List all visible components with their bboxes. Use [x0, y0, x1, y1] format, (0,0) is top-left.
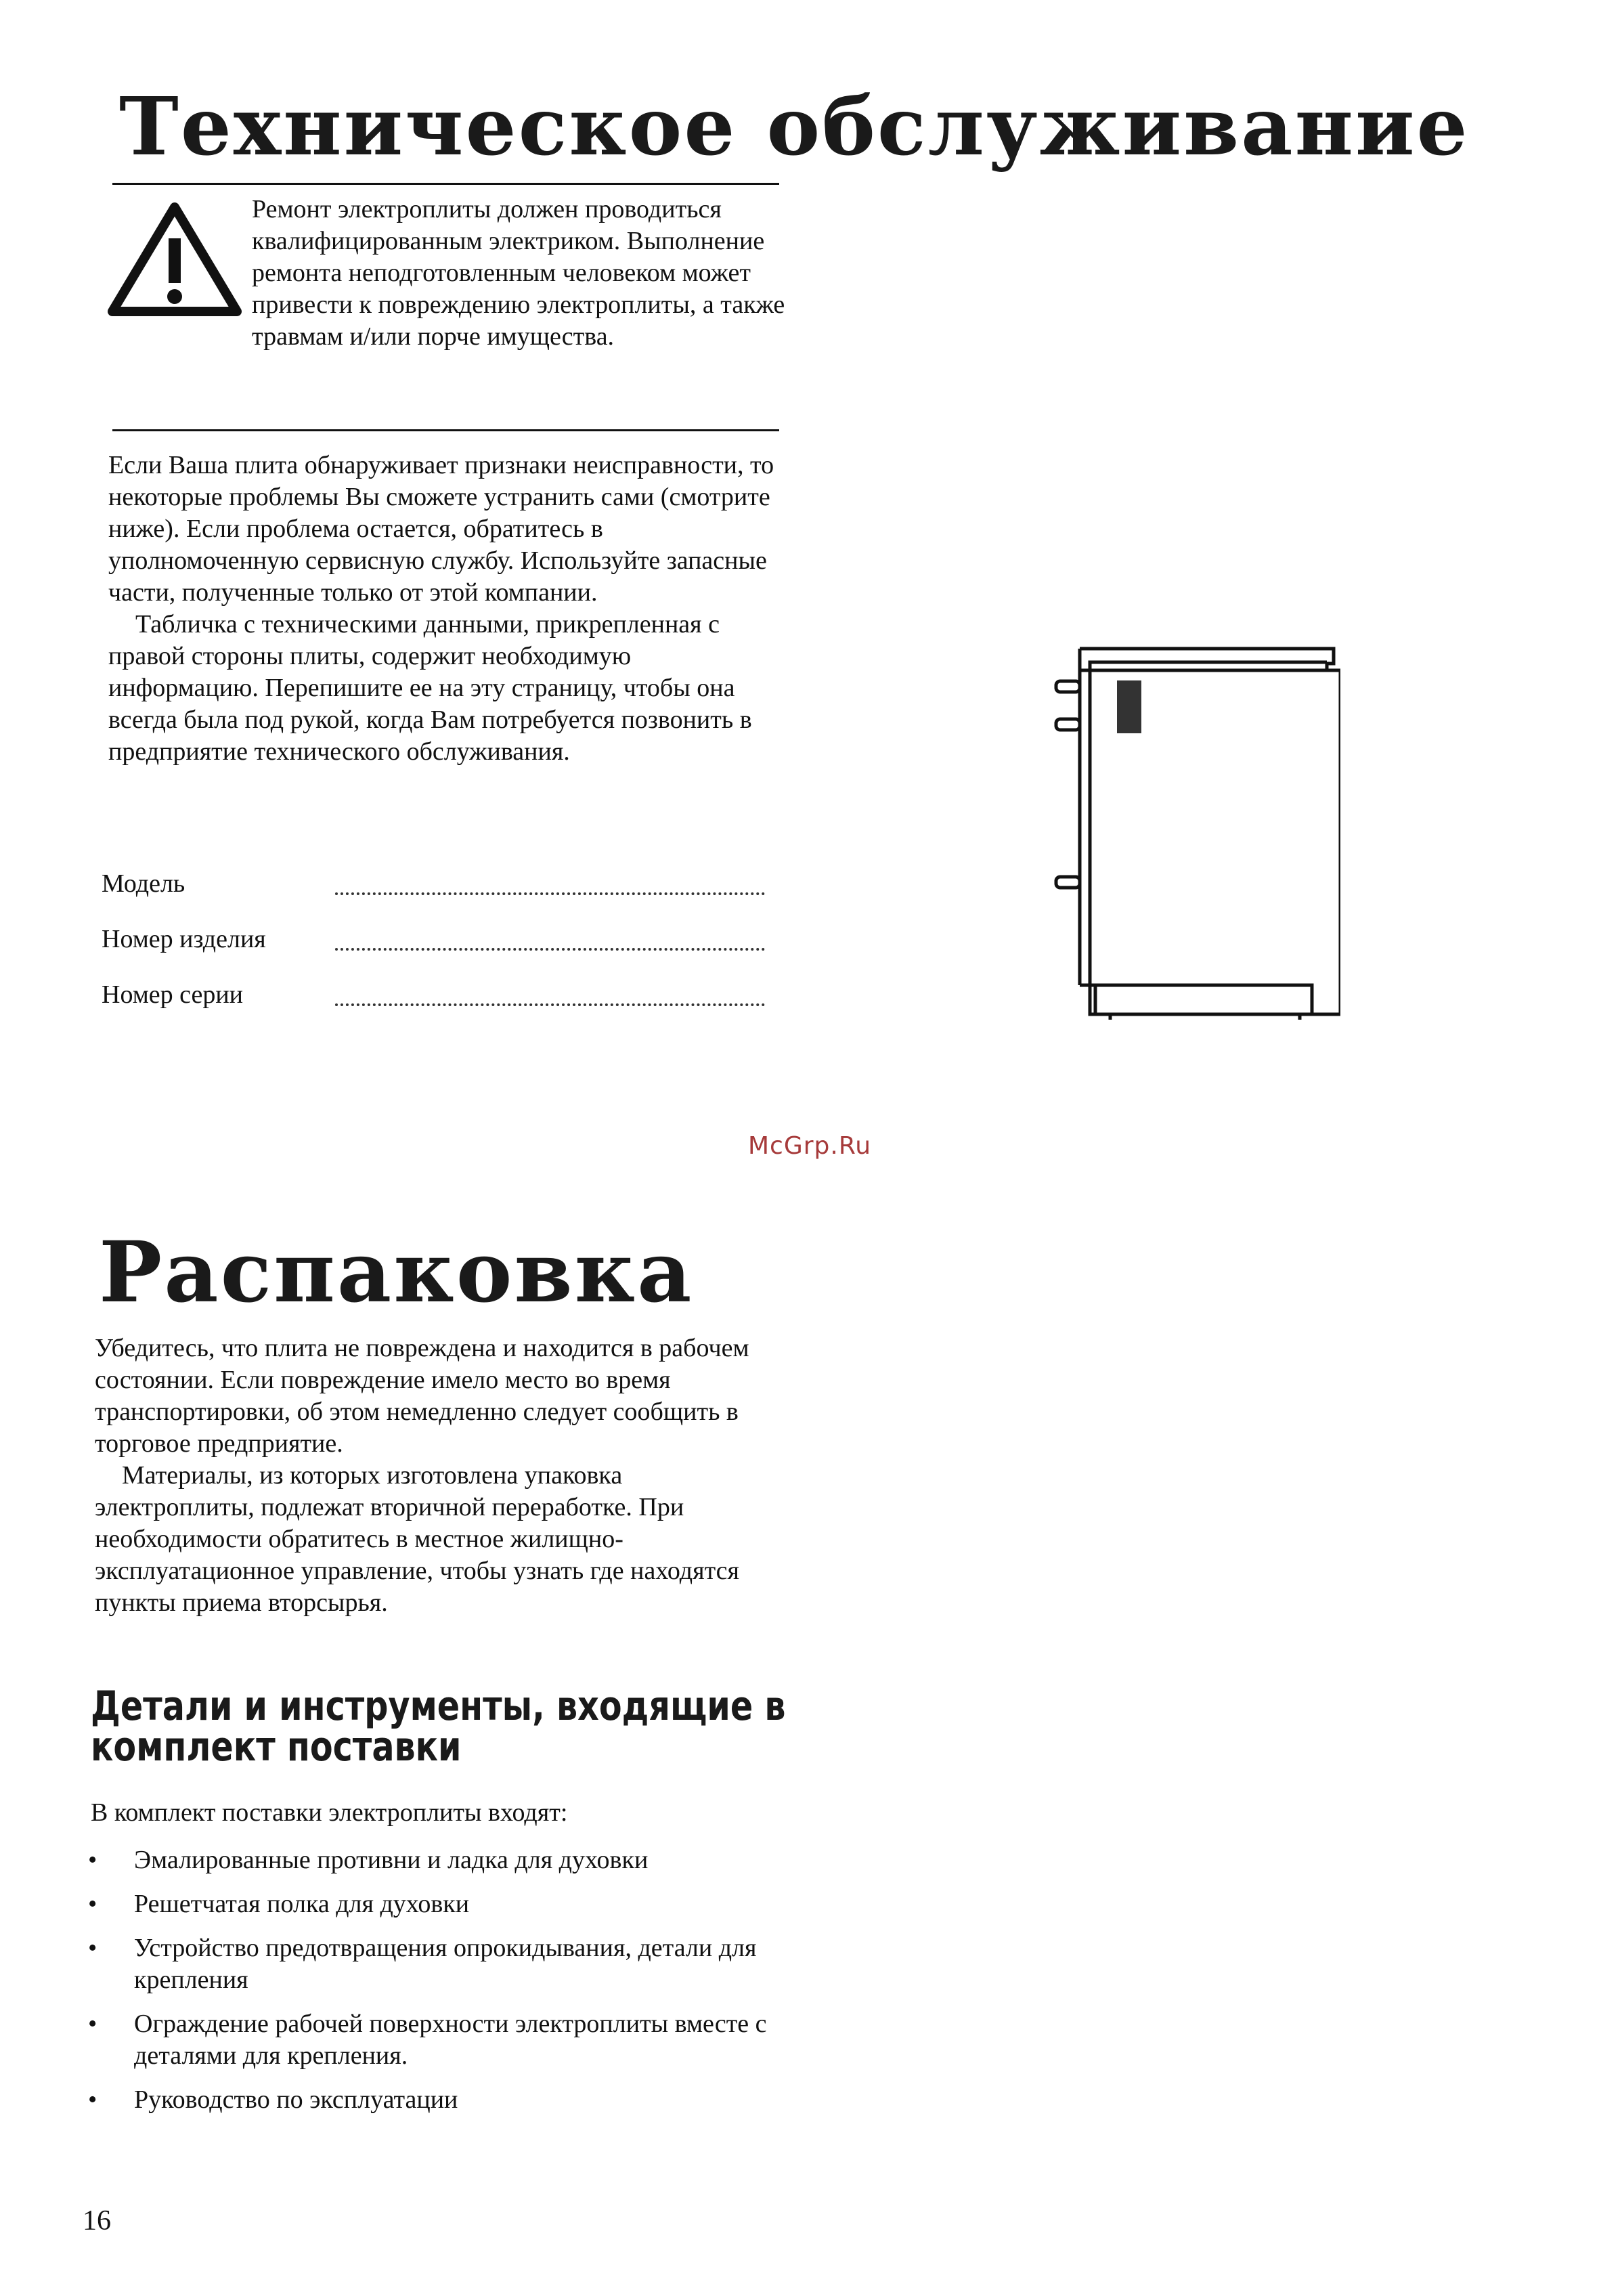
maintenance-paragraph-1: Если Ваша плита обнаруживает признаки неисправности, то некоторые проблемы Вы сможете устранить сами (смотрите ниже). Если проблема остается, обратитесь в уполномоченную сервисную службу. Используйте запасные части, полученные только от этой компании. [108, 451, 774, 607]
unpacking-paragraph-2: Материалы, из которых изготовлена упаковка электроплиты, подлежат вторичной переработке. При необходимости обратитесь в местное жилищно-эксплуатационное управление, чтобы узнать где находятся пункты приема вторсырья. [95, 1461, 740, 1617]
bullet-icon: • [88, 1846, 97, 1874]
bullet-icon: • [88, 2010, 97, 2038]
watermark: McGrp.Ru [748, 1132, 872, 1160]
parts-list-container [88, 1844, 806, 2128]
list-item [88, 1888, 806, 1920]
unpacking-body [95, 1333, 779, 1619]
list-item [88, 2008, 806, 2072]
bullet-icon: • [88, 2085, 97, 2114]
warning-triangle-icon [107, 202, 242, 317]
field-model [102, 867, 765, 901]
list-item-text: Устройство предотвращения опрокидывания, детали для крепления [134, 1934, 757, 1994]
warning-rule [112, 429, 779, 431]
unpacking-title: Распаковка [99, 1223, 694, 1322]
parts-title-line-1: Детали и инструменты, входящие в [91, 1683, 786, 1730]
page-number: 16 [83, 2205, 111, 2236]
bullet-icon: • [88, 1934, 97, 1962]
warning-text: Ремонт электроплиты должен проводиться квалифицированным электриком. Выполнение ремонта неподготовленным человеком может привести к повреждению электроплиты, а также травмам и/или порче имущества. [252, 195, 785, 351]
cooker-side-view-illustration [1049, 643, 1340, 1022]
field-product-number-dotted-line [335, 948, 765, 951]
parts-title-line-2: комплект поставки [91, 1723, 462, 1771]
list-item-text: Эмалированные противни и ладка для духовки [134, 1846, 649, 1874]
maintenance-paragraph-2: Табличка с техническими данными, прикрепленная с правой стороны плиты, содержит необходимую информацию. Перепишите ее на эту страницу, чтобы она всегда была под рукой, когда Вам потребуется позвонить в предприятие технического обслуживания. [108, 610, 752, 766]
parts-list [88, 1844, 806, 2116]
list-item [88, 1844, 806, 1876]
maintenance-body [108, 450, 779, 768]
field-serial-number [102, 978, 765, 1012]
field-serial-number-label: Номер серии [102, 980, 243, 1009]
list-item [88, 1932, 806, 1996]
field-model-label: Модель [102, 869, 185, 898]
field-model-dotted-line [335, 892, 765, 895]
title-rule [112, 183, 779, 185]
maintenance-title: Техническое обслуживание [119, 79, 1470, 173]
bullet-icon: • [88, 1890, 97, 1918]
list-item-text: Ограждение рабочей поверхности электроплиты вместе с деталями для крепления. [134, 2010, 767, 2070]
unpacking-paragraph-1: Убедитесь, что плита не повреждена и находится в рабочем состоянии. Если повреждение имело место во время транспортировки, об этом немедленно следует сообщить в торговое предприятие. [95, 1334, 749, 1458]
parts-title [91, 1683, 868, 1771]
field-product-number [102, 922, 765, 956]
list-item-text: Руководство по эксплуатации [134, 2085, 458, 2114]
parts-intro: В комплект поставки электроплиты входят: [91, 1798, 568, 1827]
list-item [88, 2084, 806, 2116]
list-item-text: Решетчатая полка для духовки [134, 1890, 470, 1918]
field-serial-number-dotted-line [335, 1003, 765, 1006]
field-product-number-label: Номер изделия [102, 925, 266, 953]
